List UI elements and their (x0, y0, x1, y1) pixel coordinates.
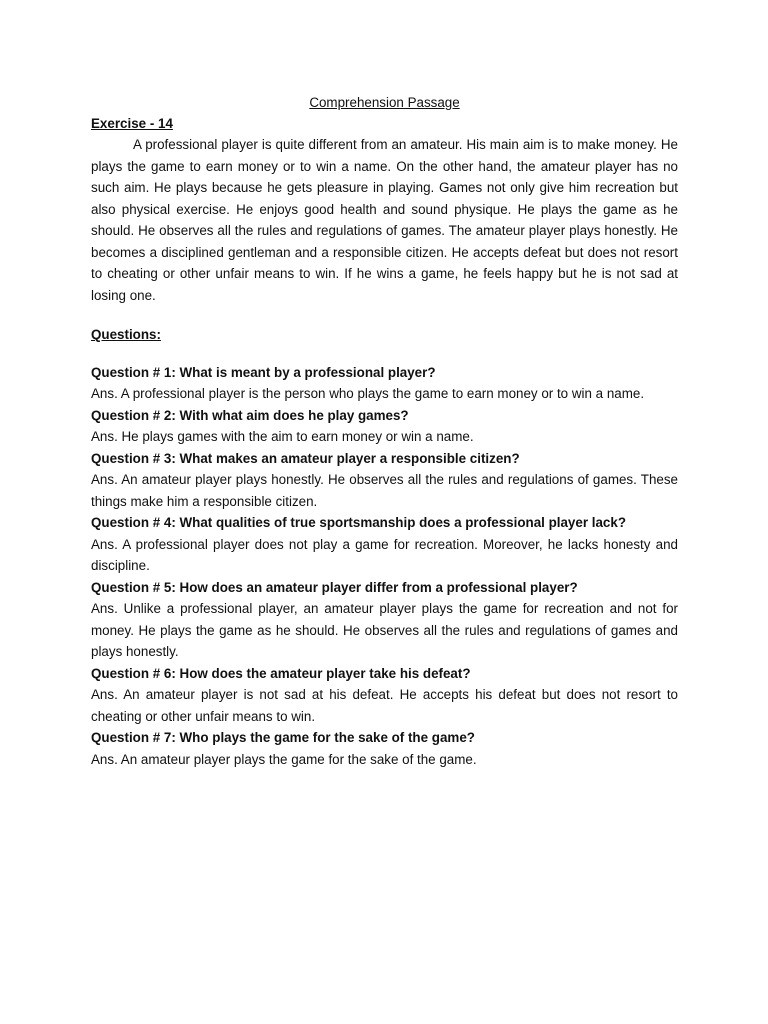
answer-7: Ans. An amateur player plays the game for the sake of the game. (91, 751, 477, 767)
qa-list (91, 362, 678, 771)
answer-1: Ans. A professional player is the person who plays the game to earn money or to win a name. (91, 386, 645, 401)
question-3: Question # 3: What makes an amateur player a responsible citizen? (91, 450, 520, 466)
qa-item (91, 512, 678, 577)
qa-item (91, 362, 678, 405)
question-4: Question # 4: What qualities of true sportsmanship does a professional player lack? (91, 515, 627, 530)
answer-3: Ans. An amateur player plays honestly. He observes all the rules and regulations of games. These things make him a responsible citizen. (91, 472, 678, 509)
question-5: Question # 5: How does an amateur player differ from a professional player? (91, 579, 578, 595)
answer-5: Ans. Unlike a professional player, an amateur player plays the game for recreation and not for money. He plays the game as he should. He observes all the rules and regulations of games and plays honestly. (91, 601, 678, 659)
question-2: Question # 2: With what aim does he play games? (91, 407, 409, 423)
exercise-heading: Exercise - 14 (91, 116, 173, 131)
question-1: Question # 1: What is meant by a professional player? (91, 364, 436, 380)
document-page (91, 92, 678, 770)
answer-4: Ans. A professional player does not play a game for recreation. Moreover, he lacks honesty and discipline. (91, 536, 678, 573)
qa-item (91, 405, 678, 448)
document-title: Comprehension Passage (309, 95, 460, 110)
qa-item (91, 727, 678, 770)
passage-paragraph: A professional player is quite different from an amateur. His main aim is to make money. He plays the game to earn money or to win a name. On the other hand, the amateur player has no such aim. He plays because he gets pleasure in playing. Games not only give him recreation but also physical exercise. He enjoys good health and sound physique. He plays the game as he should. He observes all the rules and regulations of games. The amateur player plays honestly. He becomes a disciplined gentleman and a responsible citizen. He accepts defeat but does not resort to cheating or other unfair means to win. If he wins a game, he feels happy but he is not sad at losing one. (91, 137, 678, 303)
qa-item (91, 448, 678, 513)
question-6: Question # 6: How does the amateur player take his defeat? (91, 665, 471, 681)
question-7: Question # 7: Who plays the game for the sake of the game? (91, 730, 475, 745)
questions-heading: Questions: (91, 327, 161, 342)
answer-6: Ans. An amateur player is not sad at his defeat. He accepts his defeat but does not resort to cheating or other unfair means to win. (91, 687, 678, 724)
answer-2: Ans. He plays games with the aim to earn money or win a name. (91, 429, 474, 444)
qa-item (91, 663, 678, 728)
qa-item (91, 577, 678, 663)
